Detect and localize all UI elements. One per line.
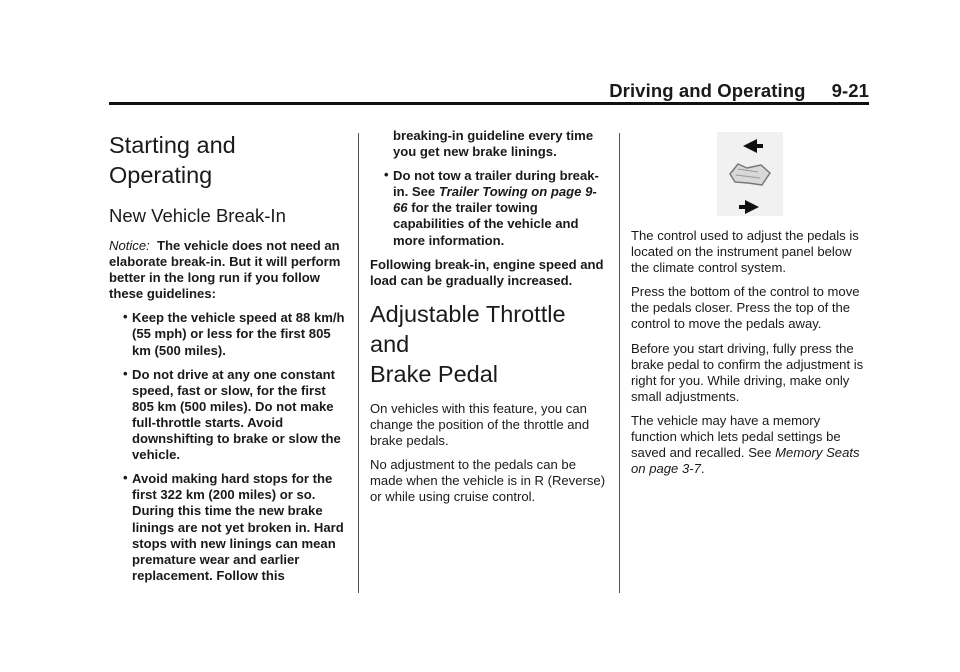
list-item: • Do not tow a trailer during break-in. See Trailer Towing on page 9-66 for the trailer towing capabilities of the vehicle and more information. bbox=[384, 167, 599, 248]
after-break-in-paragraph: Following break-in, engine speed and load can be gradually increased. bbox=[370, 256, 604, 288]
column-divider-2 bbox=[619, 133, 620, 593]
notice-paragraph bbox=[109, 238, 347, 302]
list-item: • Keep the vehicle speed at 88 km/h (55 mph) or less for the first 805 km (500 miles). bbox=[123, 309, 345, 358]
column-3 bbox=[631, 128, 869, 485]
bullet-icon: • bbox=[123, 365, 128, 381]
chapter-heading bbox=[109, 130, 347, 190]
bullet-icon: • bbox=[123, 470, 128, 486]
pedal-adjust-icon bbox=[717, 132, 783, 216]
column-2 bbox=[370, 128, 606, 513]
section-heading-pedals: Adjustable Throttle and Brake Pedal bbox=[370, 300, 566, 387]
page-number: 9-21 bbox=[831, 80, 869, 101]
control-location-paragraph: The control used to adjust the pedals is located on the instrument panel below the climate control system. bbox=[631, 228, 859, 276]
guideline-list-continued bbox=[370, 128, 606, 249]
pedals-paragraph-1: On vehicles with this feature, you can change the position of the throttle and brake pedals. bbox=[370, 400, 590, 449]
pedals-paragraph-2: No adjustment to the pedals can be made when the vehicle is in R (Reverse) or while using cruise control. bbox=[370, 457, 606, 505]
memory-seats-link[interactable]: Memory Seats on page 3-7 bbox=[631, 445, 860, 477]
section-heading-break-in: New Vehicle Break-In bbox=[109, 205, 286, 226]
column-divider-1 bbox=[358, 133, 359, 593]
list-item: • Avoid making hard stops for the first 322 km (200 miles) or so. During this time the new brake linings are not yet broken in. Hard stops with new linings can mean premature wear and earlier replacement. Follow this bbox=[123, 470, 344, 583]
notice-label: Notice: bbox=[109, 238, 150, 253]
brake-check-paragraph: Before you start driving, fully press the brake pedal to confirm the adjustment is right for you. While driving, make only small adjustments. bbox=[631, 340, 864, 404]
bullet-icon: • bbox=[384, 167, 389, 183]
memory-function-paragraph: The vehicle may have a memory function which lets pedal settings be saved and recalled. See Memory Seats on page 3-7. bbox=[631, 412, 860, 477]
section-title: Driving and Operating bbox=[609, 80, 806, 101]
guideline-list bbox=[109, 310, 347, 584]
trailer-towing-link[interactable]: Trailer Towing on page 9-66 bbox=[393, 184, 597, 216]
column-1 bbox=[109, 128, 347, 592]
header-rule bbox=[109, 102, 869, 105]
bullet-icon: • bbox=[123, 309, 128, 325]
list-item: • Do not drive at any one constant speed, fast or slow, for the first 805 km (500 miles). Do not make full-throttle starts. Avoid downshifting to brake or slow the vehicle. bbox=[123, 365, 341, 463]
chapter-heading-line1: Starting and bbox=[109, 132, 236, 158]
control-usage-paragraph: Press the bottom of the control to move the pedals closer. Press the top of the control to move the pedals away. bbox=[631, 284, 860, 332]
notice-text: The vehicle does not need an elaborate break-in. But it will perform better in the long run if you follow these guidelines: bbox=[109, 238, 341, 302]
chapter-heading-line2: Operating bbox=[109, 162, 213, 188]
list-item-continued: breaking-in guideline every time you get new brake linings. bbox=[393, 128, 594, 160]
